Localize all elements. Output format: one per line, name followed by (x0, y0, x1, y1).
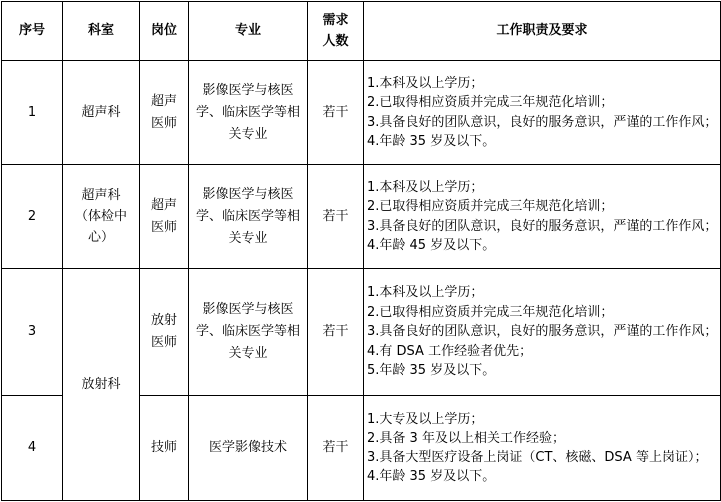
req-line: 5.年龄 35 岁及以下。 (367, 363, 496, 379)
row-post: 放射医师 (140, 269, 189, 396)
row-index: 3 (2, 269, 63, 396)
header-index: 序号 (2, 2, 63, 61)
row-post: 技师 (140, 396, 189, 501)
req-line: 4.年龄 45 岁及以下。 (367, 238, 496, 253)
header-post: 岗位 (140, 2, 189, 61)
row-index: 1 (2, 61, 63, 165)
row-major: 影像医学与核医学、临床医学等相关专业 (189, 61, 308, 165)
req-line: 2.具备 3 年及以上相关工作经验； (367, 431, 565, 446)
recruitment-table (1, 1, 721, 501)
req-line: 1.本科及以上学历； (367, 75, 484, 91)
header-dept: 科室 (63, 2, 140, 61)
req-line: 1.本科及以上学历； (367, 179, 484, 195)
req-line: 2.已取得相应资质并完成三年规范化培训； (367, 95, 614, 110)
req-line: 4.年龄 35 岁及以下。 (367, 134, 496, 149)
row-count: 若干 (308, 165, 364, 269)
row-count: 若干 (308, 396, 364, 501)
row-requirements (364, 61, 721, 165)
row-dept: 超声科 (63, 61, 140, 165)
row-post: 超声医师 (140, 61, 189, 165)
header-req: 工作职责及要求 (364, 2, 721, 61)
header-major: 专业 (189, 2, 308, 61)
row-major: 影像医学与核医学、临床医学等相关专业 (189, 269, 308, 396)
req-line: 1.本科及以上学历； (367, 285, 484, 301)
header-row (2, 2, 721, 61)
row-count: 若干 (308, 269, 364, 396)
req-line: 3.具备良好的团队意识，良好的服务意识，严谨的工作作风； (367, 324, 718, 340)
req-line: 3.具备大型医疗设备上岗证（CT、核磁、DSA 等上岗证）； (367, 450, 708, 465)
table-row (2, 165, 721, 269)
req-line: 4.有 DSA 工作经验者优先； (367, 343, 533, 359)
row-major: 影像医学与核医学、临床医学等相关专业 (189, 165, 308, 269)
req-line: 2.已取得相应资质并完成三年规范化培训； (367, 199, 614, 214)
row-dept: 超声科（体检中心） (63, 165, 140, 269)
req-line: 3.具备良好的团队意识，良好的服务意识，严谨的工作作风； (367, 114, 718, 130)
row-requirements (364, 269, 721, 396)
row-requirements (364, 396, 721, 501)
row-major: 医学影像技术 (189, 396, 308, 501)
req-line: 3.具备良好的团队意识，良好的服务意识，严谨的工作作风； (367, 218, 718, 234)
row-count: 若干 (308, 61, 364, 165)
row-post: 超声医师 (140, 165, 189, 269)
row-dept: 放射科 (63, 269, 140, 501)
req-line: 1.大专及以上学历； (367, 412, 484, 427)
req-line: 2.已取得相应资质并完成三年规范化培训； (367, 304, 614, 320)
row-index: 4 (2, 396, 63, 501)
table-row (2, 269, 721, 396)
header-count: 需求人数 (308, 2, 364, 61)
row-requirements (364, 165, 721, 269)
table-row (2, 61, 721, 165)
req-line: 4.年龄 35 岁及以下。 (367, 469, 496, 484)
row-index: 2 (2, 165, 63, 269)
